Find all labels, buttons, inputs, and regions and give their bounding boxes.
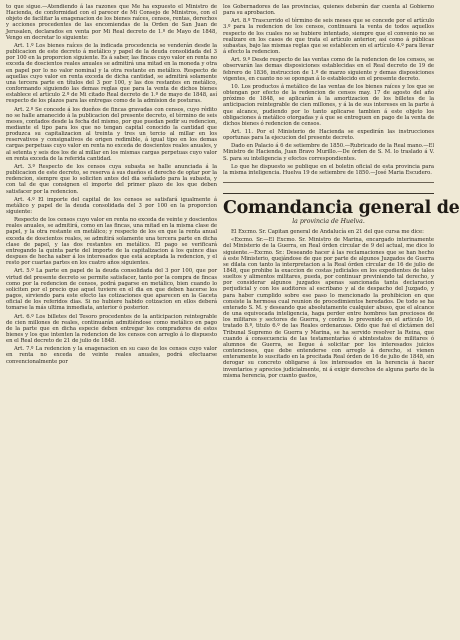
- left-column: [6, 4, 217, 638]
- dated-signature-paragraph: Dado en Palacio á 6 de setiembre de 1850.—Rubricado de la Real mano.—El Ministro de Hacienda, Juan Bravo Murillo.—De órden de S. M. lo traslado á V. S. para su inteligencia y efectos correspondientes.: [223, 143, 434, 162]
- columns: [6, 4, 460, 638]
- decree-intro-paragraph: to que sigue.—Atendiendo á las razones que Me ha expuesto el Ministro de Hacienda, de conformidad con el parecer de Mi Consejo de Ministros, con el objeto de facilitar la enagenacion de los bienes raíces, censos, rentas, derechos y acciones procedentes de las encomiendas de la Orden de San Juan de Jerusalen, declarados en venta por Mi Real decreto de 1.º de Mayo de 1848, Vengo en decretar lo siguiente:: [6, 4, 217, 41]
- section-subheading: la provincia de Huelva.: [292, 218, 365, 226]
- section-intro-paragraph: El Excmo. Sr. Capitan general de Andalucía en 21 del que cursa me dice:: [231, 229, 424, 236]
- article-4-paragraph: Art. 4.º El importe del capital de los censos se satisfará igualmente á metálico y papel de la deuda consolidada del 3 por 100 en la proporcion siguiente:: [6, 196, 217, 215]
- section-body-paragraph: «Excmo. Sr.—El Excmo. Sr. Ministro de Marina, encargado interinamente del Ministerio de la Guerra, en Real órden circular de 9 del actual, me dice lo siguiente.—Excmo. Sr.: Deseando hacer á las reclamaciones que se han hecho á este Ministerio, quejándose de que por parte de algunos Juzgados de Guerra se dilata con tanto la interpretacion a la Real órden circular de 16 de julio de 1848, que prohibe la exaccion de costas judiciales en los expedientes de tales sueltos y alimentos militares, pueda, por continuar previniendo tal derecho, y por considerar algunos juzgados apenas sancionada tanta declaracion perjudicial y con los auditores al escribano y al de despacho del Juzgado, y para haber cumplido sobre ese paso lo mencionado la prohibicion en que consiste la hermosa cual reunion de procedimientos heredados. De todo se ha enterado S. M. y deseando que absolutamente cualquier abuso, que el alcance de una equivocada inteligencia, haga perder entre hombres tan preciosos de los militares y sectores de Guerra, y contra lo prevenido en el articulo 16, tratado 8.º, titulo 6.º de las Reales ordenanzas. Oído que fué el dictámen del Tribunal Supremo de Guerra y Marina, se ha servido resolver la Reina, que cuando á consecuencia de las testamentarías ó abintestatos de militares ó alumnos de Guerra, se llegue á solicitar por los interesados juicios contenciosos, que debe entenderse con arreglo á derecho, si vienen enteramente lo suscitado en la precitada Real órden de 16 de julio de 1848, sin derogar su concreto obligarse á los interesados en la herencia á hacer inventarios y aprecios judicialmente, ni á exigir derechos de alguna parte de la misma herencia, por cuanto gastos,: [223, 237, 434, 379]
- section-divider: [223, 182, 434, 183]
- article-2-paragraph: Art. 2.º Se concede á los dueños de fincas gravadas con censos, cuyo rédito no se halle amanecido á la publicacion del presente decreto, el término de seis meses, contados desde la fecha del mismo, por que puedan pedir su redencion, mediante el tipo para los que no tengan capital conocido la cantidad que produzca su capitalizacion al treinta y tres un tercio al millar en los reservativos y consignativos de origen redimible, á igual tipo en los demas cargas perpetuas cuyo valor en renta no exceda de doscientos reales anuales, y al setenta y seis dos los de al millar en los mismas cargas perpetuas cuyo valor en renta exceda de la referida cantidad.: [6, 106, 217, 162]
- article-10-paragraph: 10. Los productos á metálico de las ventas de los bienes raíces y los que se obtengan por efecto de la redencion de censos may. 17 de agosto del año próximo de 1848, se aplicarán á la amortizacion de los billetes de la anticipacion reintegrable de cien millones, y á la de sus intereses en la parte á que alcance, pudiendo por lo tanto aplicarse tambien á este objeto los obligaciones á metálico otorgadas y á que se entreguen en pago de la venta de dichos bienes ó redencion de censos.: [223, 83, 434, 127]
- article-8-paragraph: Art. 8.º Trascurrido el término de seis meses que se concede por el artículo 3.º para la redencion de los censos, continuará la venta de todos aquellos respecto de los cuales no se hubiere intentado, siempre que el convenio no se realizare en los casos de que trata el artículo anterior, así como á públicas subastas, bajo las mismas reglas que se establecen en el artículo 4.º para llevar á efecto la redencion.: [223, 18, 434, 56]
- section-heading: Comandancia general de: [223, 198, 460, 219]
- publication-note-paragraph: Lo que he dispuesto se publique en el boletin oficial de esta provincia para la misma inteligencia. Huelva 19 de setiembre de 1850.—José Maria Escudero.: [223, 163, 434, 176]
- heading-rule: [223, 193, 434, 194]
- article-9-paragraph: Art. 9.º Desde respecto de las ventas como de la redencion de los censos, se observarán las demas disposiciones establecidas en el Real decreto de 19 de febrero de 1836, instruccion de 1.º de marzo siguiente y demas disposiciones vigentes, en cuanto no se opongan á lo establecido en el presente decreto.: [223, 57, 434, 82]
- article-5-paragraph: Art. 5.º La parte en papel de la deuda consolidada del 3 por 100, que por virtud del presente decreto se permite satisfacer, tanto por la compra de fincas como por la redencion de censos, podrá pagarse en metálico, bien cuando lo soliciten por el precio que aquel tuviere en el dia en que deben hacerse los pagos, sirviendo para este efecto las cotizaciones que aparecen en la Gaceta oficial de los referidos dias. Si no hubiere habido cotizacion en ellos deberá tomarse la más ultima inmediata, anterior ó posterior.: [6, 268, 217, 312]
- right-column: [223, 4, 460, 638]
- article-1-paragraph: Art. 1.º Los bienes raíces de la indicada procedencia se venderán desde la publicacion de este decreto á metálico y papel de la deuda consolidada del 3 por 100 en la proporcion siguiente. Es á saber, las fincas cuyo valor en renta no exceda de doscientos reales anuales se admitirá una mitad en la moneda y otra en papel por lo no valor nominal y la otra restante en metálico. Respecto de aquellas cuyo valor en renta exceda de dicha cantidad, se admitirá solamente una tercera parte en títulos del 3 por 100, y las dos restantes en metálico, conformando siguiendo las demas reglas que para la venta de dichos bienes establece el artículo 2.º de Mi citado Real decreto de 1.º de mayo de 1848, así respecto de los plazos para las entregas como de la admision de posturas.: [6, 42, 217, 105]
- article-11-paragraph: Art. 11. Por el Ministerio de Hacienda se expedirán las instrucciones oportunas para la ejecucion del presente decreto.: [223, 128, 434, 142]
- continuation-paragraph: los Gobernadores de las provincias, quienes deberán dar cuenta al Gobierno para su aprobacion.: [223, 4, 434, 17]
- article-6-paragraph: Art. 6.º Los billetes del Tesoro procedentes de la anticipacion reintegrable de cien millones de reales, continuarán admitiéndose como metálico en pago de la parte que en dicha especie deben entregar los compradores de estos bienes y los que intenten la redencion de los censos con arreglo á lo dispuesto en el Real decreto de 21 de julio de 1848.: [6, 313, 217, 345]
- article-7-paragraph: Art. 7.º La redencion y la enagenacion en su caso de los censos cuyo valor en renta no exceda de veinte reales anuales, podrá efectuarse convencionalmente por: [6, 346, 217, 365]
- article-3-paragraph: Art. 3.º Respecto de los censos cuya subasta se halle anunciada á la publicacion de este decreto, se reserva á sus dueños el derecho de optar por la redencion, siempre que lo soliciten antes del dia señalado para la subasta, y con tal de que consignen el importe del primer plazo de los que deben satisfacer por la redencion.: [6, 163, 217, 195]
- censos-paragraph: Respecto de los censos cuyo valor en renta no exceda de veinte y doscientos reales anuales, se admitirá, como en las fincas, una mitad en la misma clase de papel, y la otra restante en metálico; y respecto de los en que la renta anual exceda de doscientos reales, se admitirá solamente una tercera parte en dicha clase de papel, y las dos restantes en metálico. El pago se verificará entregando la quinta parte del importe de la capitalizacion á los quince dias despues de hecha saber á los interesados que está aceptada la redencion, y el resto por cuartas partes en los cuatro años siguientes.: [6, 217, 217, 267]
